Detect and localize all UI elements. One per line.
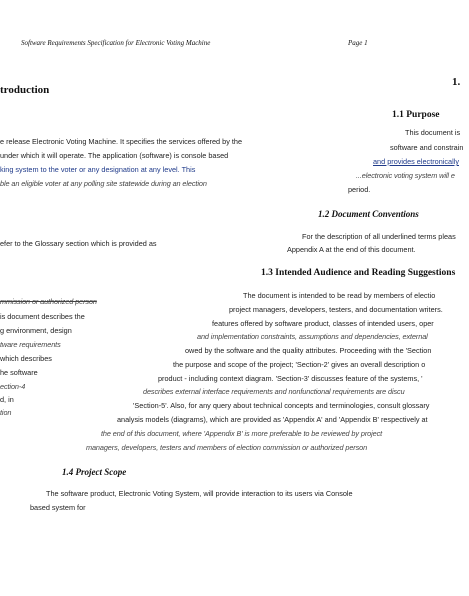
intro-para3-line8: d, in — [0, 395, 14, 404]
intro-para3-line7: ection-4 — [0, 382, 26, 391]
audience-line12: managers, developers, testers and members of election commission or authorized person — [86, 443, 368, 452]
purpose-line3-text[interactable]: and provides electronically — [373, 157, 459, 166]
audience-line2: project managers, developers, testers, and documentation writers. — [229, 305, 443, 314]
audience-line5: owed by the software and the quality attributes. Proceeding with the 'Section — [185, 346, 432, 355]
intro-para1-line1-text: e release Electronic Voting Machine. It specifies the services offered by the — [0, 137, 243, 146]
intro-para1-line2: under which it will operate. The application (software) is console based — [0, 151, 229, 160]
heading-purpose: 1.1 Purpose — [392, 110, 440, 120]
audience-line8: describes external interface requirements and nonfunctional requirements are discu — [143, 387, 405, 396]
intro-para1-line1 — [0, 136, 242, 148]
intro-para3-line6: he software — [0, 368, 38, 377]
scope-line1: The software product, Electronic Voting System, will provide interaction to its users via Console — [46, 489, 353, 498]
audience-line7: product - including context diagram. 'Section-3' discusses feature of the systems, ' — [158, 374, 423, 383]
heading-conventions: 1.2 Document Conventions — [318, 209, 419, 219]
intro-para3-line1: mmission or authorized person — [0, 297, 97, 306]
section-1-number: 1. — [452, 76, 461, 88]
header-title: Software Requirements Specification for Electronic Voting Machine — [21, 39, 211, 47]
intro-para3-line3: g environment, design — [0, 326, 72, 335]
audience-line1: The document is intended to be read by members of electio — [243, 291, 436, 300]
conventions-line1: For the description of all underlined terms pleas — [302, 232, 456, 241]
intro-para3-line2: is document describes the — [0, 312, 85, 321]
intro-para2: efer to the Glossary section which is provided as — [0, 239, 157, 248]
heading-introduction: troduction — [0, 84, 50, 96]
intro-para1-line4: ble an eligible voter at any polling site statewide during an election — [0, 179, 207, 188]
audience-line4: and implementation constraints, assumptions and dependencies, external — [197, 332, 428, 341]
audience-line6: the purpose and scope of the project; 'Section-2' gives an overall description o — [173, 360, 426, 369]
audience-line11: the end of this document, where 'Appendix B' is more preferable to be reviewed by project — [101, 429, 383, 438]
purpose-line2: software and constrain — [390, 143, 464, 152]
intro-para3-line5: which describes — [0, 354, 52, 363]
intro-para3-line9: tion — [0, 408, 12, 417]
audience-line3: features offered by software product, classes of intended users, oper — [212, 319, 434, 328]
purpose-line3 — [373, 156, 459, 168]
purpose-line1: This document is — [405, 128, 461, 137]
intro-para3-line4: tware requirements — [0, 340, 61, 349]
header-page-number: Page 1 — [348, 39, 368, 47]
heading-audience: 1.3 Intended Audience and Reading Suggestions — [261, 268, 456, 278]
intro-para1-line3-text: king system to the voter or any designation at any level. This — [0, 165, 196, 174]
conventions-line2: Appendix A at the end of this document. — [287, 245, 416, 254]
scope-line2: based system for — [30, 503, 86, 512]
audience-line9: 'Section-5'. Also, for any query about technical concepts and terminologies, consult glossary — [133, 401, 430, 410]
purpose-line4: ...electronic voting system will e — [356, 171, 455, 180]
intro-para1-line3 — [0, 164, 195, 176]
heading-scope: 1.4 Project Scope — [62, 467, 127, 477]
audience-line10: analysis models (diagrams), which are provided as 'Appendix A' and 'Appendix B' respectively at — [117, 415, 428, 424]
purpose-line5: period. — [348, 185, 371, 194]
